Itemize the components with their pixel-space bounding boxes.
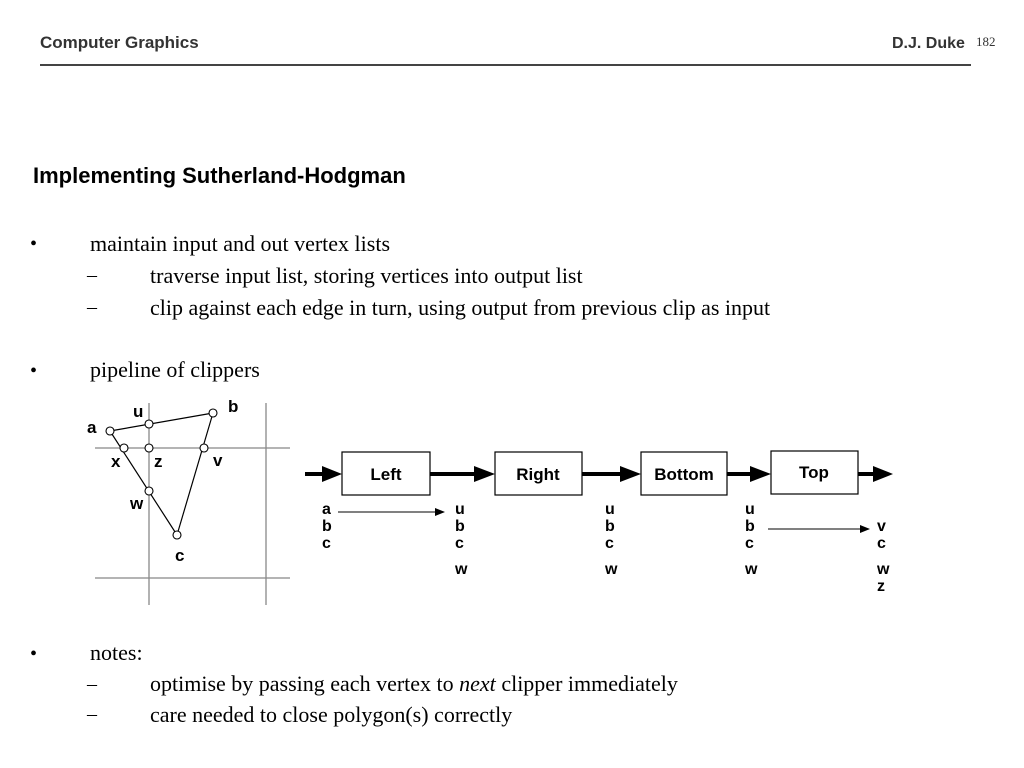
stage-label-bottom: Bottom <box>654 465 714 484</box>
label-x: x <box>111 452 121 471</box>
edge-b-c <box>177 413 213 535</box>
bullet-marker: • <box>30 360 38 382</box>
bullet-text-vertex-lists: maintain input and out vertex lists <box>90 231 391 256</box>
intersection-z <box>145 444 153 452</box>
vertex-list-after-top <box>876 518 890 595</box>
author-name: D.J. Duke <box>892 35 965 52</box>
subbullet-traverse: traverse input list, storing vertices into output list <box>150 263 583 288</box>
intersection-u <box>145 420 153 428</box>
label-w: w <box>130 494 144 513</box>
dash-marker: – <box>87 703 97 725</box>
list-item: a <box>322 501 331 518</box>
list-item: b <box>455 518 465 535</box>
intersection-v <box>200 444 208 452</box>
intersection-w <box>145 487 153 495</box>
label-v: v <box>213 451 223 470</box>
list-item: w <box>877 561 890 578</box>
stage-label-right: Right <box>516 465 560 484</box>
bullet-text-notes: notes: <box>90 640 143 665</box>
list-item: c <box>877 535 886 552</box>
list-item: c <box>745 535 754 552</box>
arrow-out-of-top <box>858 466 893 482</box>
list-item: b <box>605 518 615 535</box>
vertex-list-input <box>322 501 332 552</box>
list-item: w <box>455 561 468 578</box>
dash-marker: – <box>87 296 97 318</box>
bullet-marker: • <box>30 233 38 255</box>
dash-marker: – <box>87 264 97 286</box>
vertex-list-after-bottom <box>744 501 758 578</box>
arrow-bottom-to-top <box>727 466 771 482</box>
stage-label-left: Left <box>370 465 402 484</box>
subbullet-optimise <box>150 671 678 697</box>
list-item: u <box>745 501 755 518</box>
bullet-text-pipeline: pipeline of clippers <box>90 357 260 382</box>
list-item: c <box>605 535 614 552</box>
subbullet-optimise-after: clipper immediately <box>495 671 678 696</box>
clip-window-lines <box>95 403 290 605</box>
bullet-marker: • <box>30 643 38 665</box>
list-item: u <box>605 501 615 518</box>
arrow-into-left <box>305 466 342 482</box>
list-item: b <box>745 518 755 535</box>
arrow-right-to-bottom <box>582 466 641 482</box>
page-number: 182 <box>976 34 996 49</box>
label-z: z <box>154 452 163 471</box>
dash-marker: – <box>87 673 97 695</box>
list-item: u <box>455 501 465 518</box>
list-item: z <box>877 578 885 595</box>
list-item: c <box>322 535 331 552</box>
vertex-list-after-right <box>604 501 618 578</box>
label-a: a <box>87 418 97 437</box>
subbullet-optimise-before: optimise by passing each vertex to <box>150 671 460 696</box>
vertex-a <box>106 427 114 435</box>
label-b: b <box>228 397 239 416</box>
label-c: c <box>175 546 185 565</box>
intersection-x <box>120 444 128 452</box>
arrow-left-to-right <box>430 466 495 482</box>
vertex-b <box>209 409 217 417</box>
vertex-c <box>173 531 181 539</box>
stage-label-top: Top <box>799 463 829 482</box>
list-item: v <box>877 518 886 535</box>
course-title: Computer Graphics <box>40 33 199 52</box>
list-item: c <box>455 535 464 552</box>
list-item: w <box>605 561 618 578</box>
vertex-list-after-left <box>454 501 468 578</box>
polygon <box>110 413 213 535</box>
label-u: u <box>133 402 144 421</box>
edge-a-b <box>110 413 213 431</box>
list-item: b <box>322 518 332 535</box>
list-item: w <box>745 561 758 578</box>
slide-title: Implementing Sutherland-Hodgman <box>33 163 406 188</box>
subbullet-close-polygon: care needed to close polygon(s) correctly <box>150 702 513 727</box>
subbullet-clip-edges: clip against each edge in turn, using output from previous clip as input <box>150 295 771 320</box>
subbullet-optimise-emphasis: next <box>459 671 496 696</box>
